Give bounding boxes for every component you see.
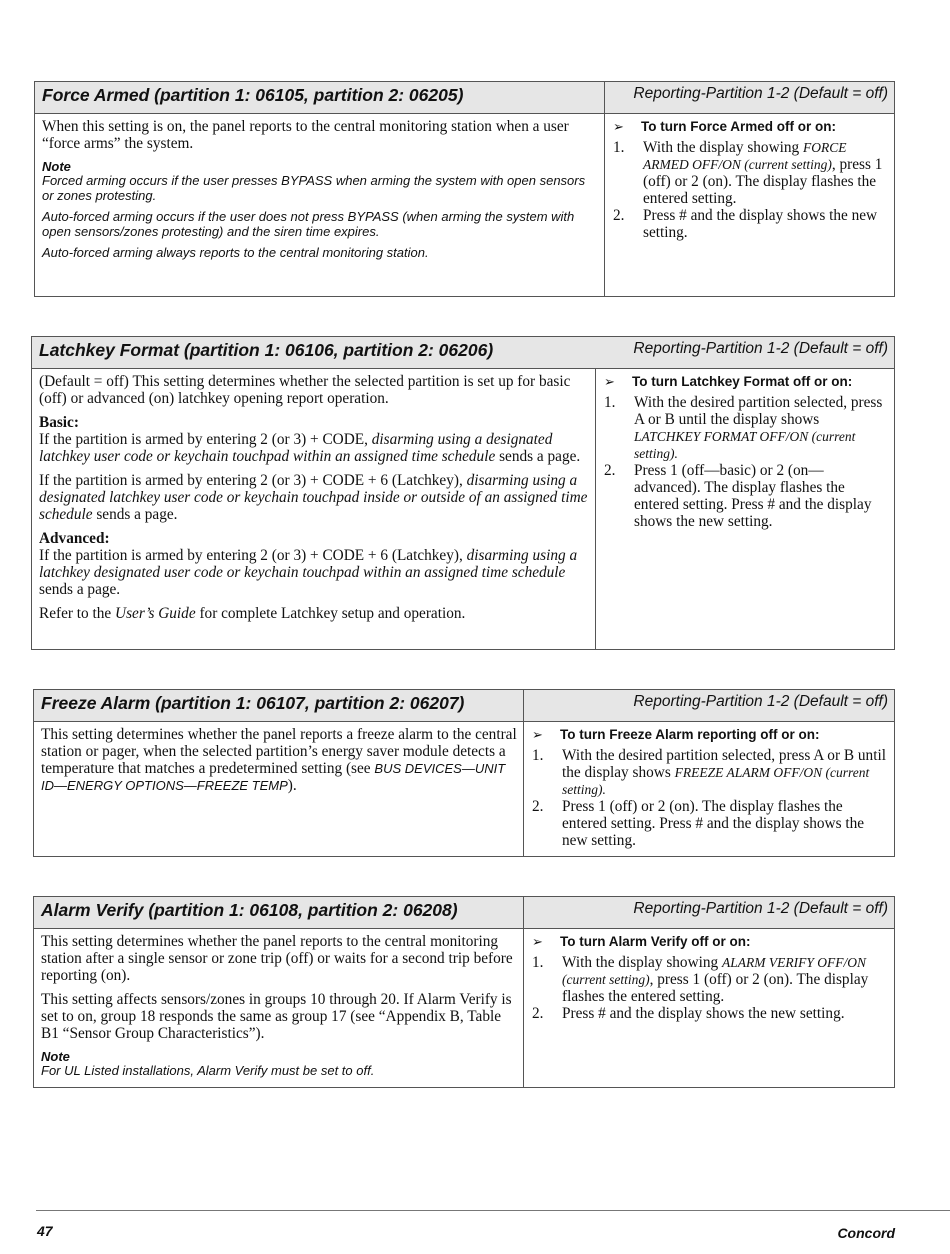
step-number: 2.	[532, 798, 544, 815]
section-header	[34, 690, 894, 722]
step-text: Press 1 (off—basic) or 2 (on—advanced). The display flashes the entered setting. Press # and the display shows the new setting.	[634, 462, 872, 530]
step-text: With the desired partition selected, press A or B until the display shows FREEZE ALARM OFF/ON (current setting).	[562, 747, 886, 797]
reporting-label: Reporting-Partition 1-2 (Default = off)	[633, 693, 888, 710]
procedure-step	[532, 954, 888, 1005]
step-text: With the display showing ALARM VERIFY OFF/ON (current setting), press 1 (off) or 2 (on). The display flashes the entered setting.	[562, 954, 869, 1005]
step-text: With the display showing FORCE ARMED OFF/ON (current setting), press 1 (off) or 2 (on). The display flashes the entered setting.	[643, 139, 883, 207]
description: This setting affects sensors/zones in groups 10 through 20. If Alarm Verify is set to on, group 18 responds the same as group 17 (see “Appendix B, Table B1 “Sensor Group Characteristics”).	[41, 991, 512, 1042]
description: This setting determines whether the panel reports to the central monitoring station after a single sensor or zone trip (off) or waits for a second trip before reporting (on).	[41, 933, 513, 984]
section-title: Force Armed (partition 1: 06105, partition 2: 06205)	[35, 82, 605, 113]
display-text: FREEZE ALARM OFF/ON (current setting).	[562, 765, 870, 797]
description-column	[32, 369, 596, 650]
procedure-title: To turn Alarm Verify off or on:	[560, 934, 751, 949]
procedure-title: To turn Force Armed off or on:	[641, 119, 836, 134]
procedure-step	[532, 798, 888, 849]
advanced-heading: Advanced:	[39, 530, 110, 547]
footer-divider	[36, 1210, 950, 1211]
page-number: 47	[37, 1223, 53, 1239]
description-column	[34, 929, 524, 1088]
arrow-bullet-icon: ➢	[604, 374, 615, 389]
step-number: 1.	[613, 139, 625, 156]
section-header	[32, 337, 894, 369]
step-text: With the desired partition selected, press A or B until the display shows LATCHKEY FORMAT OFF/ON (current setting).	[634, 394, 883, 461]
step-text: Press # and the display shows the new setting.	[562, 1005, 845, 1022]
procedure-column	[524, 929, 894, 1088]
arrow-bullet-icon: ➢	[532, 727, 543, 742]
arrow-bullet-icon: ➢	[532, 934, 543, 949]
procedure-column	[596, 369, 894, 650]
section-header	[35, 82, 894, 114]
procedure-step	[532, 747, 888, 798]
description-column	[35, 114, 605, 297]
procedure-title: To turn Freeze Alarm reporting off or on:	[560, 727, 820, 742]
step-text: Press 1 (off) or 2 (on). The display flashes the entered setting. Press # and the display shows the new setting.	[562, 798, 865, 849]
menu-path: BUS DEVICES—UNIT ID—ENERGY OPTIONS—FREEZE TEMP	[41, 761, 506, 793]
procedure-column	[524, 722, 894, 857]
procedure-heading	[613, 118, 888, 135]
note-text: Auto-forced arming occurs if the user does not press BYPASS (when arming the system with open sensors/zones protesting) and the siren time expires.	[42, 209, 575, 239]
force-armed-section	[34, 81, 895, 297]
section-title: Freeze Alarm (partition 1: 06107, partition 2: 06207)	[34, 690, 524, 721]
note-text: For UL Listed installations, Alarm Verify must be set to off.	[41, 1063, 375, 1078]
advanced-paragraph: If the partition is armed by entering 2 (or 3) + CODE + 6 (Latchkey), disarming using a latchkey designated user code or keychain touchpad within an assigned time schedule sends a page.	[39, 547, 578, 598]
step-number: 2.	[604, 462, 616, 479]
basic-paragraph: If the partition is armed by entering 2 (or 3) + CODE, disarming using a designated latchkey user code or keychain touchpad within an assigned time schedule sends a page.	[39, 431, 581, 465]
footer-brand: Concord	[837, 1225, 895, 1241]
section-title: Latchkey Format (partition 1: 06106, partition 2: 06206)	[39, 340, 494, 360]
procedure-step	[613, 207, 888, 241]
section-header	[34, 897, 894, 929]
procedure-column	[605, 114, 894, 297]
basic-heading: Basic:	[39, 414, 79, 431]
reporting-label: Reporting-Partition 1-2 (Default = off)	[633, 85, 888, 102]
description: (Default = off) This setting determines whether the selected partition is set up for basic (off) or advanced (on) latchkey opening report operation.	[39, 373, 571, 407]
step-number: 1.	[532, 747, 544, 764]
alarm-verify-section	[33, 896, 895, 1088]
reporting-label: Reporting-Partition 1-2 (Default = off)	[633, 340, 888, 357]
refer-paragraph: Refer to the User’s Guide for complete Latchkey setup and operation.	[39, 605, 466, 622]
note-text: Auto-forced arming always reports to the central monitoring station.	[42, 245, 429, 260]
step-number: 1.	[604, 394, 616, 411]
procedure-step	[604, 394, 888, 462]
description: This setting determines whether the panel reports a freeze alarm to the central station or pager, when the selected partition’s energy saver module detects a temperature that matches a predetermined setting (see BUS DEVICES—UNIT ID—ENERGY OPTIONS—FREEZE TEMP).	[41, 726, 517, 794]
procedure-heading	[532, 726, 888, 743]
description: When this setting is on, the panel reports to the central monitoring station when a user “force arms” the system.	[42, 118, 569, 152]
step-number: 2.	[532, 1005, 544, 1022]
step-number: 2.	[613, 207, 625, 224]
procedure-step	[532, 1005, 888, 1022]
basic-paragraph: If the partition is armed by entering 2 (or 3) + CODE + 6 (Latchkey), disarming using a designated latchkey user code or keychain touchpad inside or outside of an assigned time schedule sends a page.	[39, 472, 588, 523]
display-text: FORCE ARMED OFF/ON (current setting)	[643, 140, 847, 172]
arrow-bullet-icon: ➢	[613, 119, 624, 134]
display-text: LATCHKEY FORMAT OFF/ON (current setting).	[634, 429, 856, 461]
note-label: Note	[41, 1049, 70, 1064]
reporting-label: Reporting-Partition 1-2 (Default = off)	[633, 900, 888, 917]
procedure-step	[604, 462, 888, 530]
step-number: 1.	[532, 954, 544, 971]
step-text: Press # and the display shows the new setting.	[643, 207, 878, 241]
procedure-step	[613, 139, 888, 207]
note-text: Forced arming occurs if the user presses BYPASS when arming the system with open sensors or zones protesting.	[42, 173, 586, 203]
procedure-title: To turn Latchkey Format off or on:	[632, 374, 853, 389]
section-title: Alarm Verify (partition 1: 06108, partition 2: 06208)	[34, 897, 524, 928]
description-column	[34, 722, 524, 857]
latchkey-format-section	[31, 336, 895, 650]
procedure-heading	[532, 933, 888, 950]
display-text: ALARM VERIFY OFF/ON (current setting)	[562, 955, 866, 987]
freeze-alarm-section	[33, 689, 895, 857]
procedure-heading	[604, 373, 888, 390]
note-label: Note	[42, 159, 71, 174]
